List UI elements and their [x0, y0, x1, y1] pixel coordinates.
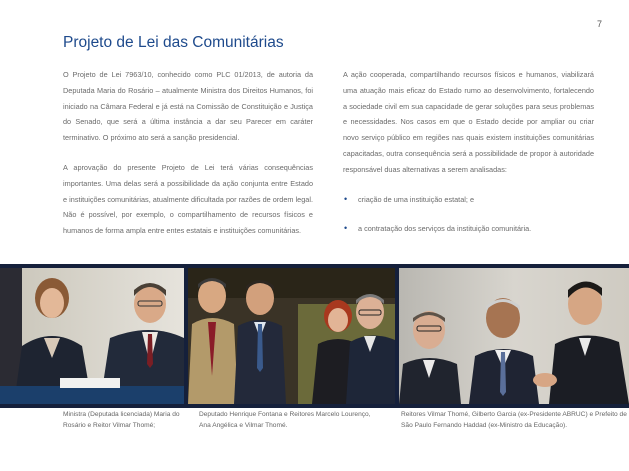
bullet-list	[343, 192, 594, 238]
paragraph: A ação cooperada, compartilhando recursos físicos e humanos, viabilizará uma atuação mais eficaz do Estado rumo ao desenvolvimento, fortalecendo a sociedade civil em sua capacidade de gerar soluções para seus problemas e necessidades. Nos casos em que o Estado decide por ampliar ou criar novo serviço público em regiões nas quais existem instituições comunitárias capacitadas, outra consequência será a possibilidade de propor à autoridade responsável duas alternativas a serem analisadas:	[343, 70, 594, 174]
list-item	[343, 221, 594, 237]
bullet-icon: •	[344, 193, 348, 204]
paragraph: O Projeto de Lei 7963/10, conhecido como PLC 01/2013, de autoria da Deputada Maria do Rosário – atualmente Ministra dos Direitos Humanos, foi iniciado na Câmara Federal e já está na Comissão de Constituição e Justiça do Senado, que será a última instância a dar seu Parecer em caráter terminativo. O próximo ato será a sanção presidencial.	[63, 70, 313, 143]
right-text-column	[343, 67, 594, 251]
page-title: Projeto de Lei das Comunitárias	[63, 34, 284, 51]
photo-caption: Reitores Vilmar Thomé, Gilberto Garcia (ex-Presidente ABRUC) e Prefeito de São Paulo Fernando Haddad (ex-Ministro da Educação).	[401, 411, 627, 429]
paragraph: A aprovação do presente Projeto de Lei terá várias consequências importantes. Uma delas será a possibilidade da ação conjunta entre Estado e instituições comunitárias, atualmente dificultada por razões de ordem legal. Não é possível, por exemplo, o compartilhamento de recursos físicos e humanos de forma ampla entre entes estatais e instituições comunitárias.	[63, 162, 313, 236]
photo-caption: Deputado Henrique Fontana e Reitores Marcelo Lourenço, Ana Angélica e Vilmar Thomé.	[199, 411, 371, 429]
photo-deputado-reitores	[188, 268, 395, 404]
list-item-text: a contratação dos serviços da instituição comunitária.	[358, 224, 532, 234]
photo-reitores-prefeito	[399, 268, 629, 404]
photo-ministra-reitor	[0, 268, 184, 404]
page-number: 7	[597, 19, 603, 29]
bullet-icon: •	[344, 223, 348, 234]
list-item-text: criação de uma instituição estatal; e	[358, 194, 475, 204]
photo-caption: Ministra (Deputada licenciada) Maria do Rosário e Reitor Vilmar Thomé;	[63, 411, 180, 429]
left-text-column	[63, 67, 313, 253]
list-item	[343, 192, 594, 208]
